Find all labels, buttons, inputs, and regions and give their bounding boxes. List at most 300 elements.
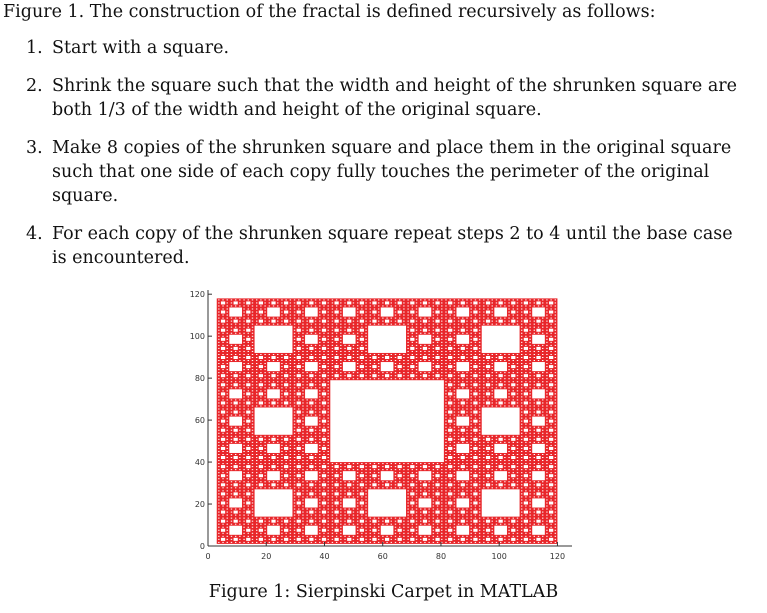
- carpet-hole: [218, 524, 219, 525]
- carpet-hole: [294, 315, 295, 316]
- carpet-hole: [496, 302, 497, 303]
- carpet-hole: [437, 509, 438, 510]
- carpet-hole: [492, 399, 493, 400]
- carpet-hole: [391, 524, 392, 525]
- carpet-hole: [340, 536, 341, 537]
- carpet-hole: [496, 518, 497, 519]
- carpet-hole: [513, 472, 514, 473]
- carpet-hole: [437, 487, 438, 488]
- carpet-hole: [416, 542, 417, 543]
- carpet-hole: [277, 460, 278, 461]
- carpet-hole: [555, 339, 556, 340]
- carpet-hole: [315, 481, 316, 482]
- carpet-hole: [492, 315, 493, 316]
- carpet-hole: [294, 342, 295, 343]
- carpet-hole: [454, 433, 455, 434]
- carpet-hole: [243, 493, 244, 494]
- carpet-hole: [340, 369, 341, 370]
- carpet-hole: [360, 492, 364, 495]
- carpet-hole: [466, 333, 467, 334]
- carpet-hole: [335, 465, 339, 468]
- carpet-hole: [538, 333, 539, 334]
- carpet-hole: [281, 451, 282, 452]
- carpet-hole: [277, 463, 278, 464]
- carpet-hole: [252, 330, 253, 331]
- carpet-hole: [508, 312, 509, 313]
- carpet-hole: [327, 369, 328, 370]
- carpet-hole: [227, 421, 228, 422]
- carpet-hole: [403, 308, 404, 309]
- carpet-hole: [513, 315, 514, 316]
- carpet-hole: [546, 436, 547, 437]
- carpet-hole: [513, 387, 514, 388]
- carpet-hole: [290, 393, 291, 394]
- carpet-hole: [524, 329, 528, 332]
- carpet-hole: [281, 396, 282, 397]
- carpet-hole: [435, 347, 439, 350]
- carpet-hole: [378, 472, 379, 473]
- carpet-hole: [231, 469, 232, 470]
- carpet-hole: [475, 533, 476, 534]
- carpet-hole: [546, 530, 547, 531]
- carpet-hole: [412, 487, 413, 488]
- carpet-hole: [370, 533, 371, 534]
- carpet-hole: [340, 481, 341, 482]
- carpet-hole: [264, 536, 265, 537]
- carpet-hole: [399, 518, 400, 519]
- carpet-hole: [344, 354, 345, 355]
- carpet-hole: [433, 524, 434, 525]
- carpet-hole: [271, 301, 275, 304]
- carpet-hole: [302, 357, 303, 358]
- carpet-hole: [378, 481, 379, 482]
- carpet-hole: [227, 445, 228, 446]
- carpet-hole: [297, 383, 301, 386]
- carpet-hole: [508, 384, 509, 385]
- carpet-hole: [534, 378, 535, 379]
- carpet-hole: [243, 457, 244, 458]
- carpet-hole: [260, 305, 261, 306]
- carpet-hole: [235, 496, 236, 497]
- carpet-hole: [252, 405, 253, 406]
- carpet-hole: [260, 390, 261, 391]
- carpet-hole: [252, 345, 253, 346]
- carpet-hole: [496, 487, 497, 488]
- carpet-hole: [395, 375, 396, 376]
- carpet-hole: [529, 466, 530, 467]
- carpet-hole: [441, 499, 442, 500]
- carpet-hole: [284, 483, 288, 486]
- carpet-hole: [252, 360, 253, 361]
- carpet-hole: [386, 536, 387, 537]
- carpet-hole: [454, 333, 455, 334]
- carpet-hole: [319, 348, 320, 349]
- carpet-hole: [504, 442, 505, 443]
- carpet-hole: [281, 536, 282, 537]
- carpet-hole: [483, 302, 484, 303]
- carpet-hole: [340, 472, 341, 473]
- carpet-hole: [248, 499, 249, 500]
- carpet-hole: [311, 454, 312, 455]
- carpet-hole: [492, 384, 493, 385]
- carpet-hole: [340, 539, 341, 540]
- carpet-hole: [218, 393, 219, 394]
- carpet-hole: [546, 421, 547, 422]
- carpet-hole: [273, 399, 274, 400]
- carpet-hole: [513, 372, 514, 373]
- carpet-hole: [294, 448, 295, 449]
- carpet-hole: [546, 451, 547, 452]
- carpet-hole: [306, 427, 307, 428]
- carpet-hole: [473, 456, 477, 459]
- carpet-hole: [239, 324, 240, 325]
- carpet-hole: [538, 372, 539, 373]
- carpet-hole: [550, 396, 551, 397]
- carpet-hole: [487, 305, 488, 306]
- carpet-hole: [340, 351, 341, 352]
- carpet-hole: [555, 515, 556, 516]
- carpet-hole: [428, 524, 429, 525]
- carpet-hole: [382, 357, 383, 358]
- carpet-hole: [294, 339, 295, 340]
- carpet-hole: [428, 378, 429, 379]
- carpet-hole: [284, 356, 288, 359]
- carpet-hole: [221, 411, 225, 414]
- carpet-hole: [496, 360, 497, 361]
- carpet-hole: [529, 366, 530, 367]
- carpet-hole: [218, 318, 219, 319]
- carpet-hole: [466, 512, 467, 513]
- carpet-hole: [302, 375, 303, 376]
- carpet-hole: [449, 415, 450, 416]
- carpet-hole: [424, 354, 425, 355]
- carpet-hole: [227, 521, 228, 522]
- carpet-hole: [441, 308, 442, 309]
- carpet-hole: [534, 348, 535, 349]
- carpet-hole: [461, 401, 465, 404]
- carpet-hole: [496, 402, 497, 403]
- carpet-hole: [246, 338, 250, 341]
- carpet-hole: [227, 324, 228, 325]
- carpet-hole: [218, 490, 219, 491]
- carpet-hole: [231, 439, 232, 440]
- carpet-hole: [294, 305, 295, 306]
- carpet-hole: [420, 490, 421, 491]
- carpet-hole: [332, 518, 333, 519]
- carpet-hole: [456, 471, 469, 480]
- carpet-hole: [256, 402, 257, 403]
- carpet-hole: [357, 305, 358, 306]
- carpet-hole: [471, 530, 472, 531]
- carpet-hole: [499, 438, 503, 441]
- carpet-hole: [555, 327, 556, 328]
- carpet-hole: [398, 520, 402, 523]
- carpet-hole: [273, 324, 274, 325]
- carpet-hole: [368, 326, 406, 353]
- carpet-hole: [319, 318, 320, 319]
- carpet-hole: [370, 536, 371, 537]
- carpet-hole: [252, 518, 253, 519]
- carpet-hole: [344, 345, 345, 346]
- carpet-hole: [327, 469, 328, 470]
- carpet-hole: [449, 496, 450, 497]
- carpet-hole: [550, 518, 551, 519]
- carpet-hole: [298, 506, 299, 507]
- carpet-hole: [385, 465, 389, 468]
- carpet-hole: [269, 539, 270, 540]
- carpet-hole: [403, 542, 404, 543]
- carpet-hole: [475, 336, 476, 337]
- carpet-hole: [327, 384, 328, 385]
- carpet-hole: [504, 305, 505, 306]
- carpet-hole: [323, 418, 324, 419]
- carpet-hole: [445, 436, 446, 437]
- carpet-hole: [222, 387, 223, 388]
- carpet-hole: [479, 418, 480, 419]
- carpet-hole: [302, 363, 303, 364]
- carpet-hole: [370, 315, 371, 316]
- carpet-hole: [344, 327, 345, 328]
- carpet-hole: [454, 360, 455, 361]
- carpet-hole: [374, 478, 375, 479]
- carpet-hole: [252, 460, 253, 461]
- carpet-hole: [546, 333, 547, 334]
- carpet-hole: [473, 501, 477, 504]
- carpet-hole: [378, 308, 379, 309]
- carpet-hole: [492, 454, 493, 455]
- carpet-hole: [555, 336, 556, 337]
- carpet-hole: [479, 515, 480, 516]
- carpet-hole: [412, 469, 413, 470]
- carpet-hole: [441, 521, 442, 522]
- carpet-hole: [466, 409, 467, 410]
- carpet-hole: [549, 401, 553, 404]
- carpet-hole: [269, 405, 270, 406]
- carpet-hole: [546, 463, 547, 464]
- carpet-hole: [542, 487, 543, 488]
- carpet-hole: [252, 302, 253, 303]
- carpet-hole: [343, 362, 356, 371]
- carpet-hole: [407, 472, 408, 473]
- carpet-hole: [546, 351, 547, 352]
- carpet-hole: [357, 512, 358, 513]
- carpet-hole: [437, 478, 438, 479]
- carpet-hole: [227, 506, 228, 507]
- carpet-hole: [433, 321, 434, 322]
- carpet-hole: [435, 301, 439, 304]
- carpet-hole: [370, 527, 371, 528]
- carpet-hole: [306, 442, 307, 443]
- carpet-hole: [445, 442, 446, 443]
- carpet-hole: [416, 496, 417, 497]
- carpet-hole: [454, 445, 455, 446]
- carpet-hole: [323, 451, 324, 452]
- carpet-hole: [466, 469, 467, 470]
- carpet-hole: [525, 445, 526, 446]
- carpet-hole: [521, 405, 522, 406]
- carpet-hole: [332, 305, 333, 306]
- carpet-hole: [302, 487, 303, 488]
- carpet-hole: [378, 478, 379, 479]
- carpet-hole: [433, 336, 434, 337]
- carpet-hole: [311, 333, 312, 334]
- carpet-hole: [235, 463, 236, 464]
- carpet-hole: [517, 318, 518, 319]
- carpet-hole: [521, 512, 522, 513]
- carpet-hole: [235, 433, 236, 434]
- carpet-hole: [335, 329, 339, 332]
- carpet-hole: [302, 484, 303, 485]
- carpet-hole: [534, 299, 535, 300]
- carpet-hole: [420, 466, 421, 467]
- carpet-hole: [471, 405, 472, 406]
- carpet-hole: [360, 501, 364, 504]
- carpet-hole: [420, 518, 421, 519]
- carpet-hole: [290, 378, 291, 379]
- carpet-hole: [264, 357, 265, 358]
- x-tick-label: 40: [319, 552, 330, 561]
- carpet-hole: [243, 460, 244, 461]
- carpet-hole: [357, 351, 358, 352]
- carpet-hole: [462, 496, 463, 497]
- carpet-hole: [517, 321, 518, 322]
- carpet-hole: [542, 387, 543, 388]
- carpet-hole: [524, 356, 528, 359]
- carpet-hole: [378, 487, 379, 488]
- carpet-hole: [252, 475, 253, 476]
- carpet-hole: [500, 305, 501, 306]
- carpet-hole: [302, 387, 303, 388]
- carpet-hole: [454, 527, 455, 528]
- carpet-hole: [309, 401, 313, 404]
- carpet-hole: [315, 321, 316, 322]
- carpet-hole: [483, 305, 484, 306]
- carpet-hole: [231, 415, 232, 416]
- carpet-hole: [235, 399, 236, 400]
- carpet-hole: [420, 357, 421, 358]
- carpet-hole: [445, 318, 446, 319]
- carpet-hole: [454, 427, 455, 428]
- carpet-hole: [222, 442, 223, 443]
- carpet-hole: [227, 496, 228, 497]
- carpet-hole: [475, 469, 476, 470]
- carpet-hole: [555, 387, 556, 388]
- carpet-hole: [323, 524, 324, 525]
- carpet-hole: [486, 320, 490, 323]
- carpet-hole: [499, 320, 503, 323]
- carpet-hole: [222, 433, 223, 434]
- carpet-hole: [416, 330, 417, 331]
- carpet-hole: [454, 412, 455, 413]
- carpet-hole: [234, 329, 238, 332]
- carpet-hole: [433, 515, 434, 516]
- carpet-hole: [458, 348, 459, 349]
- carpet-hole: [311, 305, 312, 306]
- carpet-hole: [235, 469, 236, 470]
- carpet-hole: [534, 324, 535, 325]
- carpet-hole: [542, 412, 543, 413]
- carpet-hole: [538, 415, 539, 416]
- carpet-hole: [471, 527, 472, 528]
- carpet-hole: [319, 433, 320, 434]
- carpet-hole: [462, 542, 463, 543]
- carpet-hole: [306, 490, 307, 491]
- carpet-hole: [297, 320, 301, 323]
- carpet-hole: [273, 299, 274, 300]
- carpet-hole: [525, 487, 526, 488]
- carpet-hole: [319, 460, 320, 461]
- carpet-hole: [365, 375, 366, 376]
- carpet-hole: [256, 378, 257, 379]
- carpet-hole: [315, 357, 316, 358]
- carpet-hole: [433, 487, 434, 488]
- carpet-hole: [332, 521, 333, 522]
- carpet-hole: [319, 324, 320, 325]
- carpet-hole: [302, 460, 303, 461]
- carpet-hole: [353, 490, 354, 491]
- carpet-hole: [353, 348, 354, 349]
- carpet-hole: [487, 451, 488, 452]
- carpet-hole: [319, 387, 320, 388]
- carpet-hole: [353, 378, 354, 379]
- carpet-hole: [391, 375, 392, 376]
- carpet-hole: [475, 506, 476, 507]
- carpet-hole: [243, 324, 244, 325]
- carpet-hole: [353, 518, 354, 519]
- carpet-hole: [428, 539, 429, 540]
- carpet-hole: [496, 524, 497, 525]
- carpet-hole: [550, 445, 551, 446]
- carpet-hole: [378, 372, 379, 373]
- carpet-hole: [340, 533, 341, 534]
- carpet-hole: [332, 324, 333, 325]
- carpet-hole: [315, 518, 316, 519]
- carpet-hole: [479, 524, 480, 525]
- carpet-hole: [416, 478, 417, 479]
- carpet-hole: [239, 302, 240, 303]
- carpet-hole: [252, 357, 253, 358]
- carpet-hole: [448, 392, 452, 395]
- carpet-hole: [521, 363, 522, 364]
- carpet-hole: [306, 496, 307, 497]
- carpet-hole: [529, 327, 530, 328]
- carpet-hole: [239, 357, 240, 358]
- carpet-hole: [218, 539, 219, 540]
- carpet-hole: [437, 336, 438, 337]
- carpet-hole: [218, 436, 219, 437]
- carpet-hole: [445, 381, 446, 382]
- carpet-hole: [482, 326, 520, 353]
- carpet-hole: [424, 515, 425, 516]
- carpet-hole: [529, 515, 530, 516]
- carpet-hole: [336, 496, 337, 497]
- carpet-hole: [235, 415, 236, 416]
- carpet-hole: [315, 433, 316, 434]
- carpet-hole: [231, 487, 232, 488]
- carpet-hole: [290, 442, 291, 443]
- carpet-hole: [319, 539, 320, 540]
- carpet-hole: [284, 465, 288, 468]
- carpet-hole: [479, 421, 480, 422]
- carpet-hole: [524, 447, 528, 450]
- carpet-hole: [525, 327, 526, 328]
- carpet-hole: [372, 483, 376, 486]
- carpet-hole: [525, 527, 526, 528]
- carpet-hole: [399, 527, 400, 528]
- carpet-hole: [357, 530, 358, 531]
- carpet-hole: [524, 338, 528, 341]
- carpet-hole: [319, 436, 320, 437]
